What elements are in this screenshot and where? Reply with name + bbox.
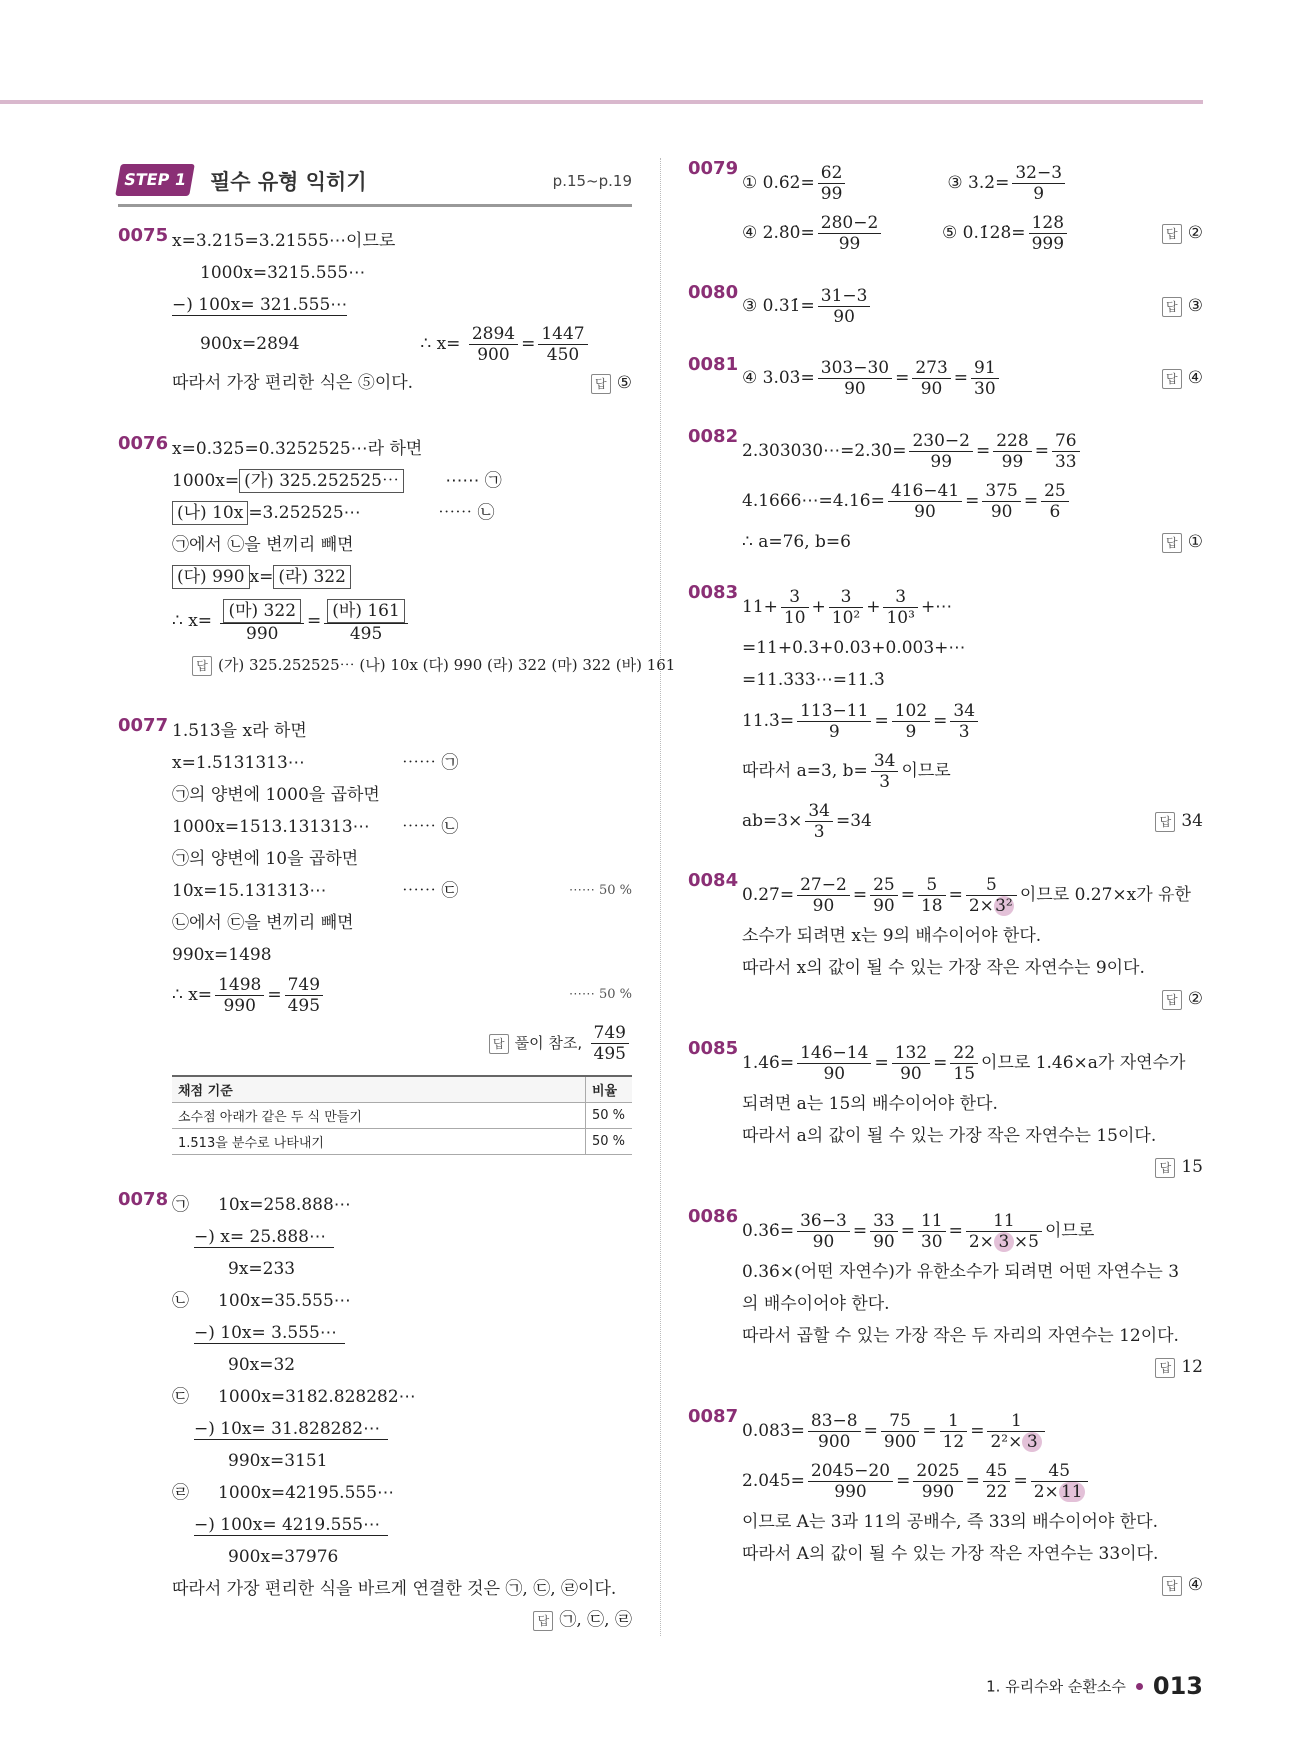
line: −) 10x= 3.555⋯ [172, 1317, 632, 1349]
line: 10x=15.131313⋯ ⋯⋯ ㉢ ⋯⋯ 50 % [172, 875, 632, 907]
table-row: 소수점 아래가 같은 두 식 만들기 50 % [172, 1103, 632, 1129]
answer-mark-icon: 답 [192, 656, 212, 676]
fraction: $\frac{11}{2\times 3 \times 5}$ [966, 1211, 1042, 1252]
line: 0.083̇= $\frac{83-8}{900}$ = $\frac{75}{900}$ = $\frac{1}{12}$ = $\frac{1}{\text{2²× 3}}$ [742, 1406, 1203, 1456]
answer: 답 12 [742, 1352, 1203, 1382]
fraction: $\frac{\text{(바) 161}}{495}$ [324, 599, 408, 644]
line: 1000x= (가) 325.252525⋯ ⋯⋯ ㉠ [172, 471, 502, 491]
answer-mark-icon: 답 [1162, 533, 1182, 553]
fraction: $\frac{132}{90}$ [892, 1043, 930, 1084]
problem-number: 0083 [688, 582, 739, 603]
line: 따라서 A의 값이 될 수 있는 가장 작은 자연수는 33이다. [742, 1544, 1159, 1564]
line: ㉣ 1000x=42195.555⋯ [172, 1483, 395, 1503]
fraction: $\frac{1}{\text{2²× 3}}$ [987, 1411, 1045, 1452]
section-title: 필수 유형 익히기 [210, 170, 367, 194]
problem-number: 0087 [688, 1406, 739, 1427]
fraction: $\frac{34}{3}$ [871, 751, 899, 792]
step-badge: STEP 1 [115, 164, 195, 196]
line: 990x=3151 [228, 1451, 328, 1471]
answer-mark-icon: 답 [591, 374, 611, 394]
problem-number: 0081 [688, 354, 739, 375]
fraction: $\frac{62}{99}$ [818, 163, 846, 204]
chapter-title: 1. 유리수와 순환소수 [986, 1677, 1126, 1696]
answer-mark-icon: 답 [1162, 369, 1182, 389]
fraction: $\frac{230-2}{99}$ [909, 431, 973, 472]
fraction: $\frac{34}{3}$ [950, 701, 978, 742]
line: 2.04̇5̇= $\frac{2045-20}{990}$ = $\frac{2025}{990}$ = $\frac{45}{22}$ = $\frac{45}{2\times 11}$ [742, 1456, 1203, 1506]
highlight: 3 [994, 1232, 1014, 1252]
problem-0079 [688, 158, 1203, 258]
fraction: $\frac{3}{\text{10³}}$ [883, 587, 917, 628]
line [172, 289, 632, 321]
fraction: $\frac{280-2}{99}$ [818, 213, 882, 254]
fraction: $\frac{146-14}{90}$ [797, 1043, 871, 1084]
line: ① 0.6̇2̇= $\frac{62}{99}$ ③ 3.2̇= $\frac{32-3}{9}$ [742, 158, 1203, 208]
answer-mark-icon: 답 [1162, 297, 1182, 317]
line: ㉠의 양변에 10을 곱하면 [172, 849, 359, 869]
problem-0080 [688, 282, 1203, 330]
problem-number: 0075 [118, 225, 169, 246]
line: 의 배수이어야 한다. [742, 1294, 890, 1314]
page-footer [986, 1672, 1203, 1700]
highlight: 11 [1059, 1482, 1085, 1502]
fraction: $\frac{3}{\text{10²}}$ [829, 587, 863, 628]
line: x=0.3̇25̇=0.3252525⋯라 하면 [172, 439, 423, 459]
line: 0.27̇= $\frac{27-2}{90}$ = $\frac{25}{90}$ = $\frac{5}{18}$ = $\frac{5}{\text{2×3²}}$ 이므로 0.27̇×x가 유한 [742, 875, 1191, 916]
fraction: $\frac{33}{90}$ [870, 1211, 898, 1252]
conclusion: 따라서 가장 편리한 식은 ⑤이다. [172, 373, 414, 393]
fraction: $\frac{2894}{900}$ [469, 324, 518, 365]
problem-number: 0076 [118, 433, 169, 454]
fraction: $\frac{\text{(마) 322}}{990}$ [220, 599, 304, 644]
line: 900x=2894 ∴ x= $\frac{2894}{900}$ = $\frac{1447}{450}$ [172, 321, 632, 367]
line: ㉢ 1000x=3182.828282⋯ [172, 1387, 416, 1407]
fraction: $\frac{303-30}{90}$ [818, 358, 892, 399]
problem-0084 [688, 870, 1203, 1014]
line: 따라서 a=3, b= $\frac{34}{3}$ 이므로 [742, 751, 951, 792]
blank-box: (다) 990 [172, 565, 250, 589]
fraction: $\frac{228}{99}$ [993, 431, 1031, 472]
answer-mark-icon: 답 [533, 1611, 553, 1631]
line: 따라서 a의 값이 될 수 있는 가장 작은 자연수는 15이다. [742, 1126, 1157, 1146]
left-column [118, 158, 676, 1635]
line: −) x= 25.888⋯ [172, 1221, 632, 1253]
line: =11+0.3+0.03+0.003+⋯ [742, 638, 966, 658]
fraction: $\frac{273}{90}$ [912, 358, 950, 399]
answer: 답 ④ [1162, 362, 1203, 394]
problem-number: 0084 [688, 870, 739, 891]
line: 이므로 A는 3과 11의 공배수, 즉 33의 배수이어야 한다. [742, 1512, 1158, 1532]
answer-mark-icon: 답 [1162, 990, 1182, 1010]
right-column [688, 158, 1203, 1600]
highlight: 3² [995, 896, 1013, 916]
fraction: $\frac{5}{\text{2×3²}}$ [966, 875, 1017, 916]
top-rule [0, 100, 1203, 104]
line: ㉡에서 ㉢을 변끼리 빼면 [172, 913, 354, 933]
blank-box: (가) 325.252525⋯ [239, 469, 404, 493]
therefore-text: ∴ x= [420, 334, 461, 354]
answer: 답 ③ [1162, 290, 1203, 322]
answer-mark-icon: 답 [1162, 224, 1182, 244]
problem-0078 [118, 1189, 632, 1635]
blank-box: (나) 10x [172, 501, 248, 525]
answer: 답 ㉠, ㉢, ㉣ [172, 1605, 632, 1635]
fraction: $\frac{2045-20}{990}$ [808, 1461, 893, 1502]
fraction: $\frac{2025}{990}$ [913, 1461, 962, 1502]
line: ㉡ 100x=35.555⋯ [172, 1291, 351, 1311]
score-percent: ⋯⋯ 50 % [568, 883, 632, 898]
line: ∴ a=76, b=6 답 ① [742, 526, 1203, 558]
line: 11+ $\frac{3}{10}$ + $\frac{3}{\text{10²}}$ + $\frac{3}{\text{10³}}$ +⋯ [742, 587, 953, 628]
problem-0076 [118, 433, 676, 681]
answer-mark-icon: 답 [1162, 1576, 1182, 1596]
line: 0.36̇= $\frac{36-3}{90}$ = $\frac{33}{90}$ = $\frac{11}{30}$ = $\frac{11}{2\times 3 \times 5}$ 이므로 [742, 1211, 1095, 1252]
fraction: $\frac{32-3}{9}$ [1012, 163, 1065, 204]
scoring-table: 채점 기준 비율 소수점 아래가 같은 두 식 만들기 50 % 1.5̇13̇을 분수로 나타내기 50 % [172, 1075, 632, 1155]
fraction: $\frac{1498}{990}$ [215, 975, 264, 1016]
line [172, 367, 632, 399]
problem-0082 [688, 426, 1203, 558]
line: ㉠에서 ㉡을 변끼리 빼면 [172, 535, 354, 555]
fraction: $\frac{11}{30}$ [918, 1211, 946, 1252]
problem-number: 0086 [688, 1206, 739, 1227]
fraction: $\frac{83-8}{900}$ [808, 1411, 861, 1452]
score-percent: ⋯⋯ 50 % [568, 987, 632, 1002]
problem-number: 0085 [688, 1038, 739, 1059]
fraction: $\frac{113-11}{9}$ [797, 701, 871, 742]
bullet-icon [1136, 1683, 1143, 1690]
fraction: $\frac{1}{12}$ [940, 1411, 968, 1452]
problem-0077 [118, 715, 632, 1155]
line: 따라서 x의 값이 될 수 있는 가장 작은 자연수는 9이다. [742, 958, 1145, 978]
fraction: $\frac{102}{9}$ [892, 701, 930, 742]
line: 0.36̇×(어떤 자연수)가 유한소수가 되려면 어떤 자연수는 3 [742, 1262, 1180, 1282]
answer: 답 15 [742, 1152, 1203, 1182]
line: −) 100x= 4219.555⋯ [172, 1509, 632, 1541]
line: 11.3̇= $\frac{113-11}{9}$ = $\frac{102}{9}$ = $\frac{34}{3}$ [742, 696, 1203, 746]
problem-0083 [688, 582, 1203, 846]
step-header [118, 158, 632, 207]
line: x=1.5131313⋯ ⋯⋯ ㉠ [172, 753, 459, 773]
blank-box: (라) 322 [273, 565, 351, 589]
fraction: $\frac{27-2}{90}$ [797, 875, 850, 916]
fraction: $\frac{36-3}{90}$ [797, 1211, 850, 1252]
answer: 답 ② [1162, 208, 1203, 258]
column-divider [660, 158, 661, 1636]
line: (나) 10x =3.252525⋯ ⋯⋯ ㉡ [172, 497, 632, 529]
fraction: $\frac{375}{90}$ [982, 481, 1020, 522]
line: 소수가 되려면 x는 9의 배수이어야 한다. [742, 926, 1042, 946]
page-range: p.15~p.19 [552, 172, 632, 190]
fraction: $\frac{25}{6}$ [1041, 481, 1069, 522]
problem-0081 [688, 354, 1203, 402]
fraction: $\frac{34}{3}$ [805, 801, 833, 842]
table-row: 1.5̇13̇을 분수로 나타내기 50 % [172, 1129, 632, 1155]
fraction: $\frac{749}{495}$ [285, 975, 323, 1016]
fraction: $\frac{1447}{450}$ [538, 324, 587, 365]
line: =11.333⋯=11.3̇ [742, 670, 885, 690]
answer-mark-icon: 답 [1155, 1358, 1175, 1378]
fraction: $\frac{45}{22}$ [983, 1461, 1011, 1502]
line: 900x=37976 [228, 1547, 339, 1567]
line: (다) 990 x= (라) 322 [172, 561, 632, 593]
fraction: $\frac{5}{18}$ [918, 875, 946, 916]
fraction: $\frac{31-3}{90}$ [818, 286, 871, 327]
line: ④ 2.8̇0̇= $\frac{280-2}{99}$ ⑤ 0.1̇28̇= $\frac{128}{999}$ 답 ② [742, 208, 1203, 258]
problem-number: 0082 [688, 426, 739, 447]
line: 1000x=3215.555⋯ [200, 263, 366, 283]
line: x=3.215̇=3.21555⋯이므로 [172, 231, 396, 251]
answer: 답 ⑤ [591, 367, 632, 399]
problem-number: 0077 [118, 715, 169, 736]
answer: 답 (가) 325.252525⋯ (나) 10x (다) 990 (라) 322 (마) 322 (바) 161 [172, 649, 632, 681]
answer: 답 34 [1155, 805, 1203, 837]
fraction: $\frac{25}{90}$ [870, 875, 898, 916]
problem-number: 0078 [118, 1189, 169, 1210]
line: ∴ x= $\frac{1498}{990}$ = $\frac{749}{495}$ ⋯⋯ 50 % [172, 971, 632, 1019]
answer: 답 ① [1162, 526, 1203, 558]
problem-0085 [688, 1038, 1203, 1182]
line: ∴ x= $\frac{\text{(마) 322}}{990}$ = $\frac{\text{(바) 161}}{495}$ [172, 593, 632, 649]
fraction: $\frac{75}{900}$ [881, 1411, 919, 1452]
answer-mark-icon: 답 [1155, 812, 1175, 832]
line: 되려면 a는 15의 배수이어야 한다. [742, 1094, 998, 1114]
fraction: $\frac{91}{30}$ [971, 358, 999, 399]
line: −) 10x= 31.828282⋯ [172, 1413, 632, 1445]
problem-0075 [118, 225, 632, 399]
answer-mark-icon: 답 [1155, 1158, 1175, 1178]
line: 따라서 곱할 수 있는 가장 작은 두 자리의 자연수는 12이다. [742, 1326, 1179, 1346]
highlight: 3 [1022, 1432, 1042, 1452]
line: 9x=233 [228, 1259, 296, 1279]
fraction: $\frac{45}{2\times 11}$ [1031, 1461, 1088, 1502]
subtract-line: −) 100x= 321.555⋯ [172, 295, 348, 315]
line: ④ 3.03̇= $\frac{303-30}{90}$ = $\frac{273}{90}$ = $\frac{91}{30}$ 답 ④ [742, 357, 1203, 399]
line: 1000x=1513.131313⋯ ⋯⋯ ㉡ [172, 817, 459, 837]
problem-0087 [688, 1406, 1203, 1600]
line: ㉠ 10x=258.888⋯ [172, 1195, 351, 1215]
line: 4.1666⋯=4.16̇= $\frac{416-41}{90}$ = $\frac{375}{90}$ = $\frac{25}{6}$ [742, 476, 1203, 526]
fraction: $\frac{76}{33}$ [1052, 431, 1080, 472]
line: ab=3× $\frac{34}{3}$ =34 답 34 [742, 800, 1203, 842]
answer-mark-icon: 답 [489, 1034, 509, 1054]
line: 2.303030⋯=2.3̇0̇= $\frac{230-2}{99}$ = $\frac{228}{99}$ = $\frac{76}{33}$ [742, 426, 1203, 476]
fraction: $\frac{22}{15}$ [950, 1043, 978, 1084]
fraction: $\frac{3}{10}$ [781, 587, 809, 628]
line: ㉠의 양변에 1000을 곱하면 [172, 785, 380, 805]
conclusion: 따라서 가장 편리한 식을 바르게 연결한 것은 ㉠, ㉢, ㉣이다. [172, 1579, 617, 1599]
result-text: 900x=2894 [200, 334, 300, 354]
fraction: $\frac{416-41}{90}$ [888, 481, 962, 522]
problem-number: 0079 [688, 158, 739, 179]
line: ③ 0.31̇= $\frac{31-3}{90}$ 답 ③ [742, 285, 1203, 327]
line: 90x=32 [228, 1355, 296, 1375]
answer: 답 풀이 참조, $\frac{749}{495}$ [172, 1019, 632, 1067]
line: 990x=1498 [172, 945, 272, 965]
line: 1.46̇= $\frac{146-14}{90}$ = $\frac{132}{90}$ = $\frac{22}{15}$ 이므로 1.46̇×a가 자연수가 [742, 1043, 1186, 1084]
fraction: $\frac{749}{495}$ [591, 1023, 629, 1064]
problem-0086 [688, 1206, 1203, 1382]
answer: 답 ② [742, 984, 1203, 1014]
line: 1.5̇13̇을 x라 하면 [172, 721, 307, 741]
answer: 답 ④ [742, 1570, 1203, 1600]
page-number: 013 [1152, 1672, 1203, 1700]
problem-number: 0080 [688, 282, 739, 303]
fraction: $\frac{128}{999}$ [1029, 213, 1067, 254]
